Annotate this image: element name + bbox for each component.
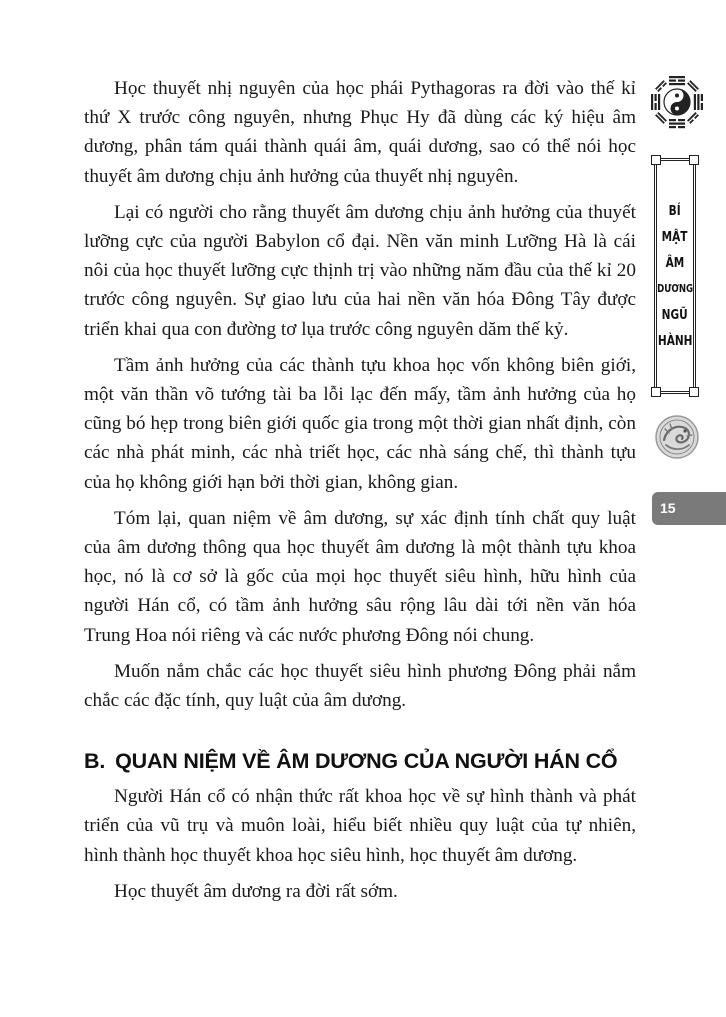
- paragraph-4: Tóm lại, quan niệm về âm dương, sự xác định tính chất quy luật của âm dương thông qua học thuyết âm dương là một thành tựu khoa học, nó là cơ sở là gốc của mọi học thuyết siêu hình, hữu hình của người Hán cổ, có tầm ảnh hưởng sâu rộng lâu dài tới nền văn hóa Trung Hoa nói riêng và các nước phương Đông nói chung.: [84, 507, 636, 646]
- main-text: [84, 74, 636, 913]
- dragon-medallion-icon: [654, 414, 700, 460]
- yin-yang-trigram-icon: [649, 74, 705, 130]
- title-word-2: MẬT: [662, 229, 688, 245]
- paragraph-5: Muốn nắm chắc các học thuyết siêu hình phương Đông phải nắm chắc các đặc tính, quy luật của âm dương.: [84, 660, 636, 712]
- paragraph-6: Người Hán cổ có nhận thức rất khoa học về sự hình thành và phát triển của vũ trụ và muôn loài, hiểu biết nhiều quy luật của tự nhiên, hình thành học thuyết khoa học siêu hình, học thuyết âm dương.: [84, 786, 636, 866]
- title-word-4: DƯƠNG: [657, 282, 694, 295]
- page-number: 15: [660, 500, 676, 516]
- title-word-5: NGŨ: [661, 307, 689, 323]
- page-number-tab: [652, 492, 726, 525]
- paragraph-7: Học thuyết âm dương ra đời rất sớm.: [114, 880, 398, 902]
- paragraph-3: Tầm ảnh hưởng của các thành tựu khoa học vốn không biên giới, một văn thần võ tướng tài ba lỗi lạc đến mấy, tầm ảnh hưởng của họ cũng bó hẹp trong biên giới quốc gia trong một thời gian nhất định, còn các nhà phát minh, các nhà triết học, các nhà sáng chế, thì thành tựu của họ không giới hạn bởi thời gian, không gian.: [84, 354, 636, 493]
- paragraph-1: Học thuyết nhị nguyên của học phái Pythagoras ra đời vào thế kỉ thứ X trước công nguyên, nhưng Phục Hy đã dùng các ký hiệu âm dương, phân tám quái thành quái âm, quái dương, sao có thể nói học thuyết âm dương chịu ảnh hưởng của thuyết nhị nguyên.: [84, 78, 636, 187]
- title-word-6: HÀNH: [657, 333, 693, 349]
- book-title-box: [654, 158, 696, 394]
- section-heading: [84, 749, 636, 774]
- title-word-1: BÍ: [669, 203, 681, 219]
- paragraph-2: Lại có người cho rằng thuyết âm dương chịu ảnh hưởng của thuyết lưỡng cực của người Babylon cổ đại. Nền văn minh Lưỡng Hà là cái nôi của học thuyết lưỡng cực thịnh trị vào những năm đầu của thế kỉ 20 trước công nguyên. Sự giao lưu của hai nền văn hóa Đông Tây được triển khai qua con đường tơ lụa trước công nguyên dăm thế kỷ.: [84, 201, 636, 340]
- section-number: B.: [84, 749, 106, 774]
- title-word-3: ÂM: [665, 255, 685, 271]
- section-title: QUAN NIỆM VỀ ÂM DƯƠNG CỦA NGƯỜI HÁN CỔ: [115, 749, 618, 774]
